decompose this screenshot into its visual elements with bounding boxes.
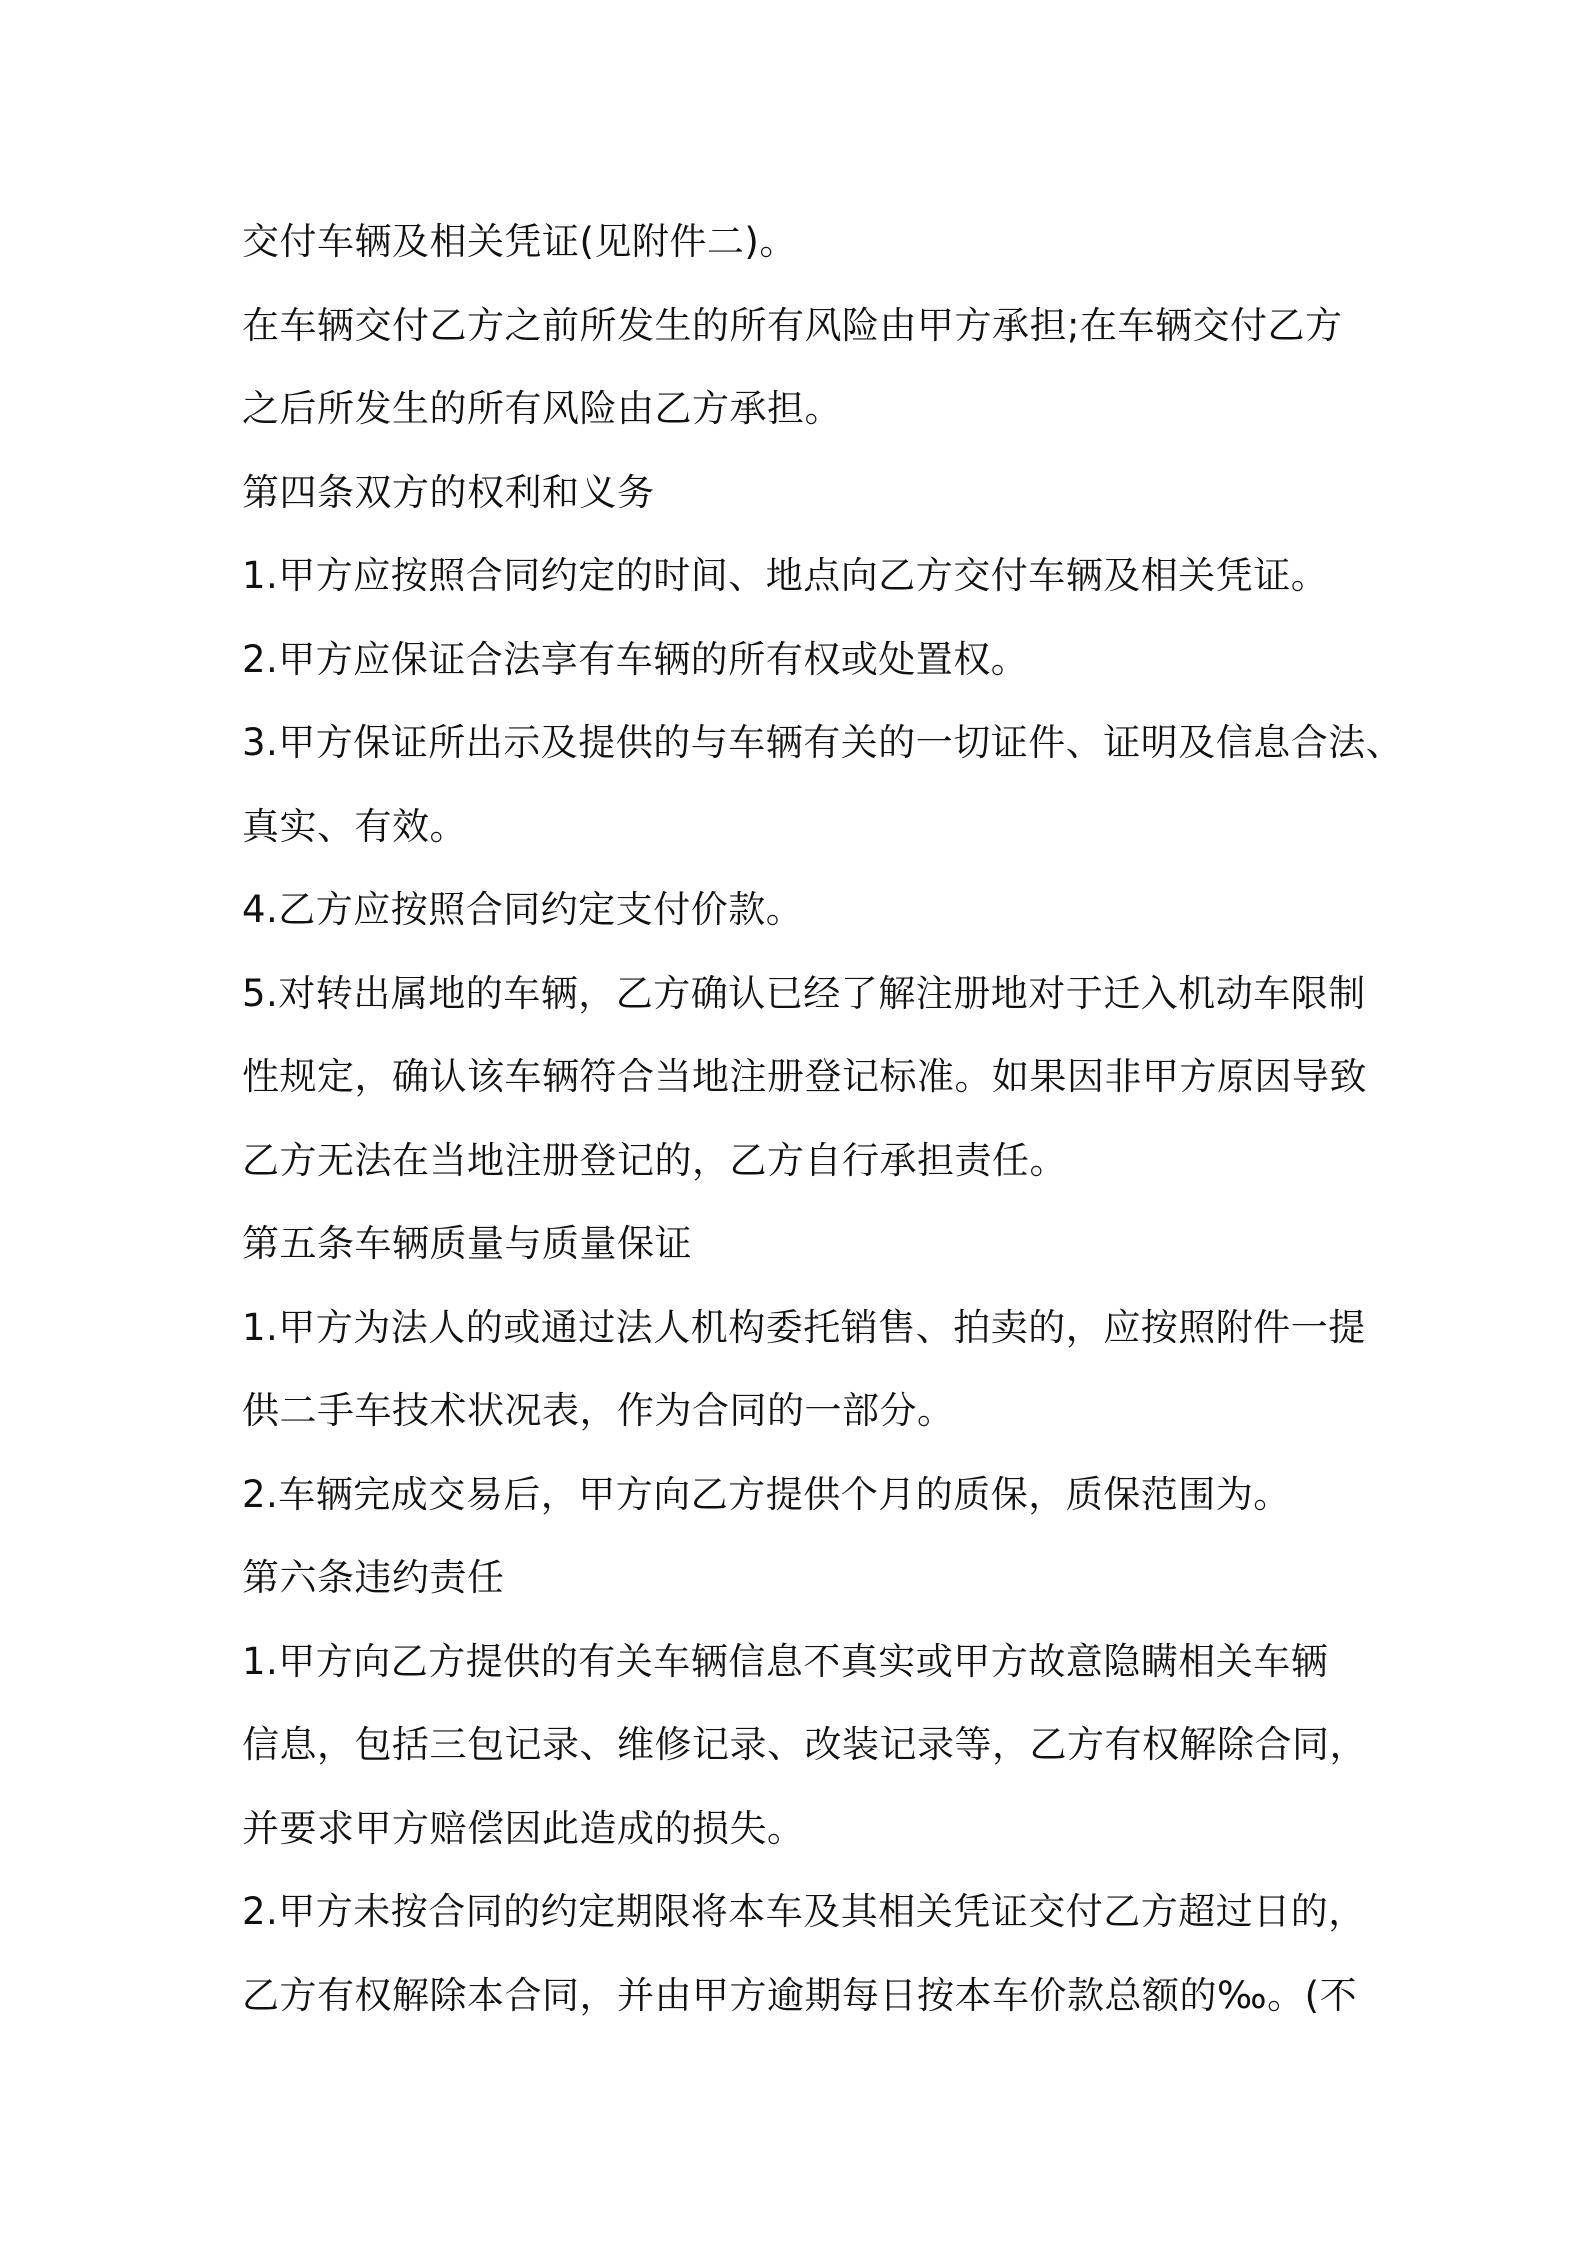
contract-text: [242, 200, 1404, 2037]
text-line: 2.车辆完成交易后，甲方向乙方提供个月的质保，质保范围为。: [242, 1472, 1291, 1516]
text-line: 乙方无法在当地注册登记的，乙方自行承担责任。: [242, 1138, 1067, 1182]
text-line: 4.乙方应按照合同约定支付价款。: [242, 888, 804, 931]
text-line: 在车辆交付乙方之前所发生的所有风险由甲方承担;在车辆交付乙方: [242, 303, 1343, 347]
text-line: 2.甲方未按合同的约定期限将本车及其相关凭证交付乙方超过日的，: [242, 1890, 1366, 1933]
text-line: 性规定，确认该车辆符合当地注册登记标准。如果因非甲方原因导致: [242, 1055, 1367, 1098]
text-line: 真实、有效。: [242, 804, 467, 848]
text-line: 5.对转出属地的车辆，乙方确认已经了解注册地对于迁入机动车限制: [242, 971, 1366, 1015]
section-heading-4: 第四条双方的权利和义务: [242, 470, 655, 514]
section-heading-6: 第六条违约责任: [242, 1556, 505, 1599]
text-line: 3.甲方保证所出示及提供的与车辆有关的一切证件、证明及信息合法、: [242, 721, 1404, 764]
text-line: 供二手车技术状况表，作为合同的一部分。: [242, 1389, 955, 1432]
text-line: 信息，包括三包记录、维修记录、改装记录等，乙方有权解除合同，: [242, 1723, 1367, 1766]
text-line: 2.甲方应保证合法享有车辆的所有权或处置权。: [242, 637, 1029, 681]
text-line: 并要求甲方赔偿因此造成的损失。: [242, 1806, 805, 1850]
section-heading-5: 第五条车辆质量与质量保证: [242, 1222, 692, 1265]
text-line: 1.甲方为法人的或通过法人机构委托销售、拍卖的，应按照附件一提: [242, 1305, 1366, 1349]
text-line: 1.甲方应按照合同约定的时间、地点向乙方交付车辆及相关凭证。: [242, 554, 1329, 597]
text-line: 之后所发生的所有风险由乙方承担。: [242, 387, 842, 430]
text-line: 1.甲方向乙方提供的有关车辆信息不真实或甲方故意隐瞒相关车辆: [242, 1639, 1329, 1683]
text-line: 交付车辆及相关凭证(见附件二)。: [242, 220, 797, 263]
text-line: 乙方有权解除本合同，并由甲方逾期每日按本车价款总额的‰。(不: [242, 1973, 1358, 2017]
